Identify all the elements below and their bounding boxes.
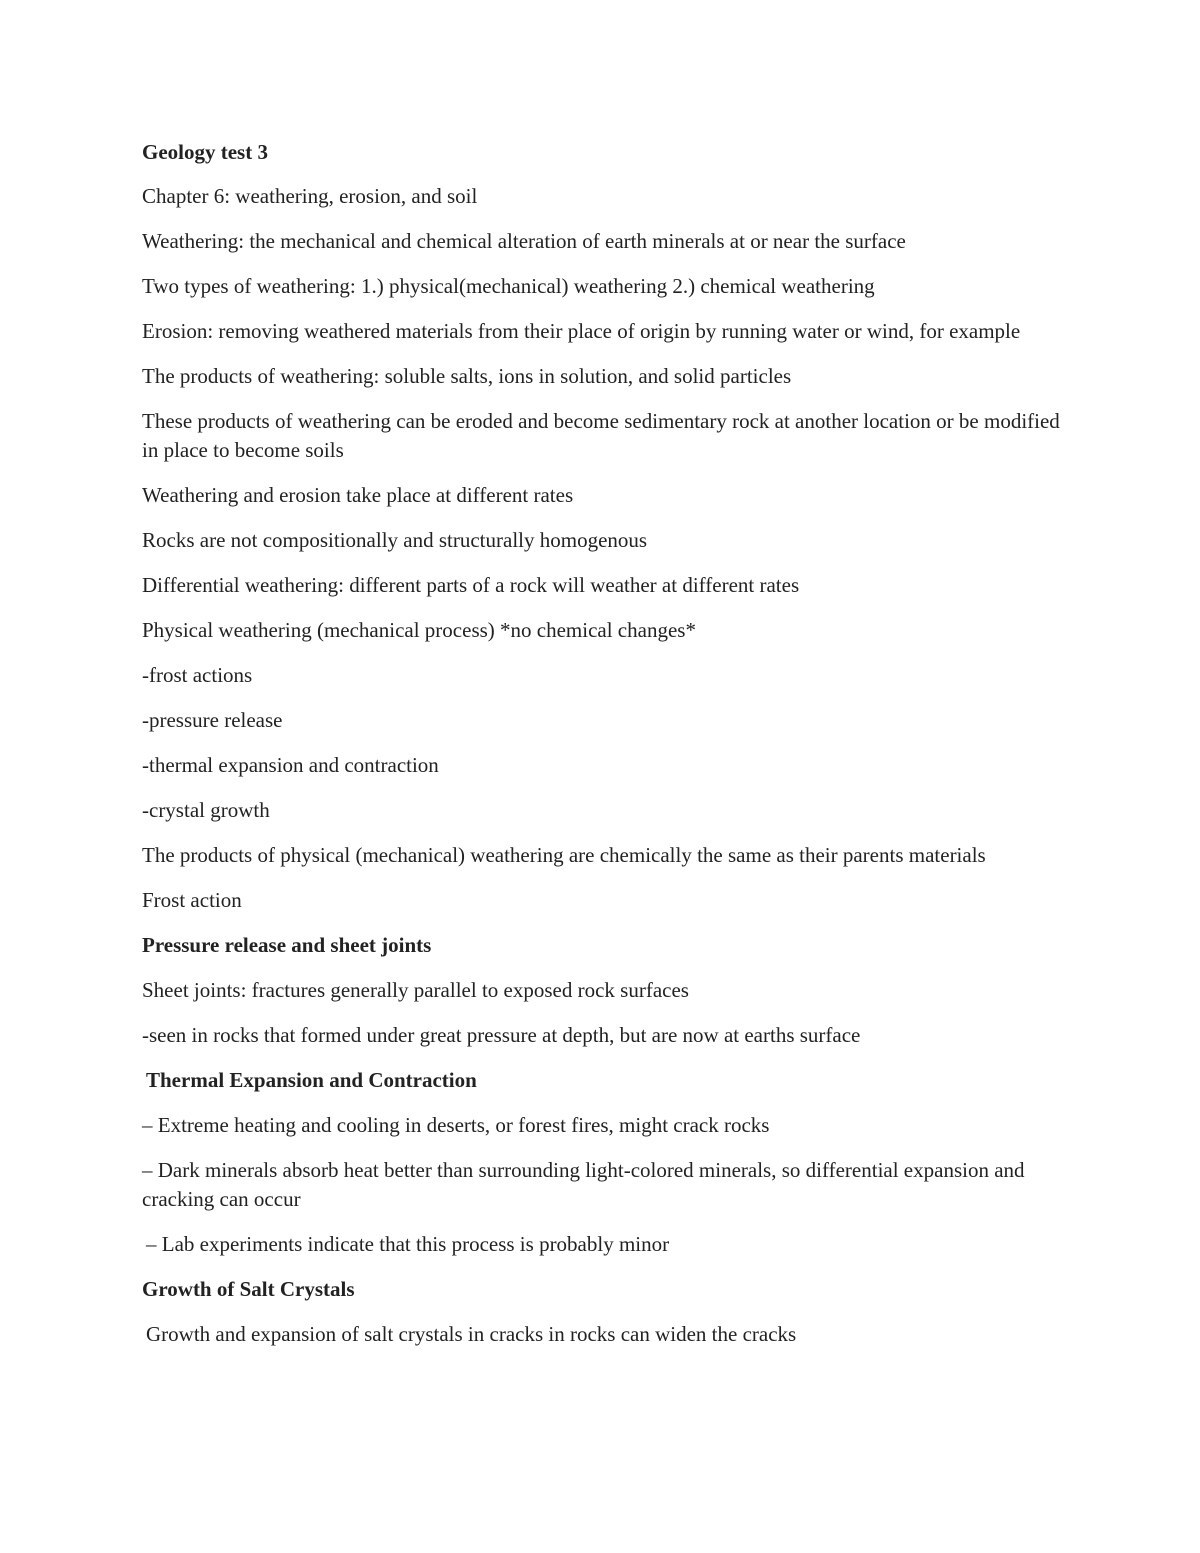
text-line: The products of physical (mechanical) weathering are chemically the same as their parents materials <box>142 843 986 867</box>
text-line: Physical weathering (mechanical process) *no chemical changes* <box>142 618 696 642</box>
text-line: Erosion: removing weathered materials from their place of origin by running water or wind, for example <box>142 319 1021 343</box>
section-heading: Pressure release and sheet joints <box>142 933 432 957</box>
text-line: Frost action <box>142 888 242 912</box>
text-line: Weathering and erosion take place at different rates <box>142 483 574 507</box>
document-body <box>142 138 1062 1365</box>
text-line: Two types of weathering: 1.) physical(mechanical) weathering 2.) chemical weathering <box>142 274 875 298</box>
text-line: -seen in rocks that formed under great pressure at depth, but are now at earths surface <box>142 1023 861 1047</box>
list-item: -pressure release <box>142 708 283 732</box>
list-item: -crystal growth <box>142 798 270 822</box>
text-line: Sheet joints: fractures generally parallel to exposed rock surfaces <box>142 978 689 1002</box>
list-item: -thermal expansion and contraction <box>142 753 439 777</box>
section-heading: Thermal Expansion and Contraction <box>146 1068 477 1092</box>
text-line: These products of weathering can be eroded and become sedimentary rock at another location or be modified in place to become soils <box>142 409 1060 462</box>
text-line: Weathering: the mechanical and chemical alteration of earth minerals at or near the surface <box>142 229 906 253</box>
list-item: – Dark minerals absorb heat better than surrounding light-colored minerals, so differential expansion and cracking can occur <box>142 1158 1025 1211</box>
list-item: – Extreme heating and cooling in deserts, or forest fires, might crack rocks <box>142 1113 770 1137</box>
list-item: – Lab experiments indicate that this process is probably minor <box>146 1232 670 1256</box>
text-line: The products of weathering: soluble salts, ions in solution, and solid particles <box>142 364 792 388</box>
list-item: -frost actions <box>142 663 253 687</box>
section-heading: Growth of Salt Crystals <box>142 1277 355 1301</box>
text-line: Differential weathering: different parts of a rock will weather at different rates <box>142 573 800 597</box>
text-line: Rocks are not compositionally and structurally homogenous <box>142 528 648 552</box>
document-title: Geology test 3 <box>142 140 268 164</box>
text-line: Chapter 6: weathering, erosion, and soil <box>142 184 478 208</box>
text-line: Growth and expansion of salt crystals in cracks in rocks can widen the cracks <box>146 1322 797 1346</box>
